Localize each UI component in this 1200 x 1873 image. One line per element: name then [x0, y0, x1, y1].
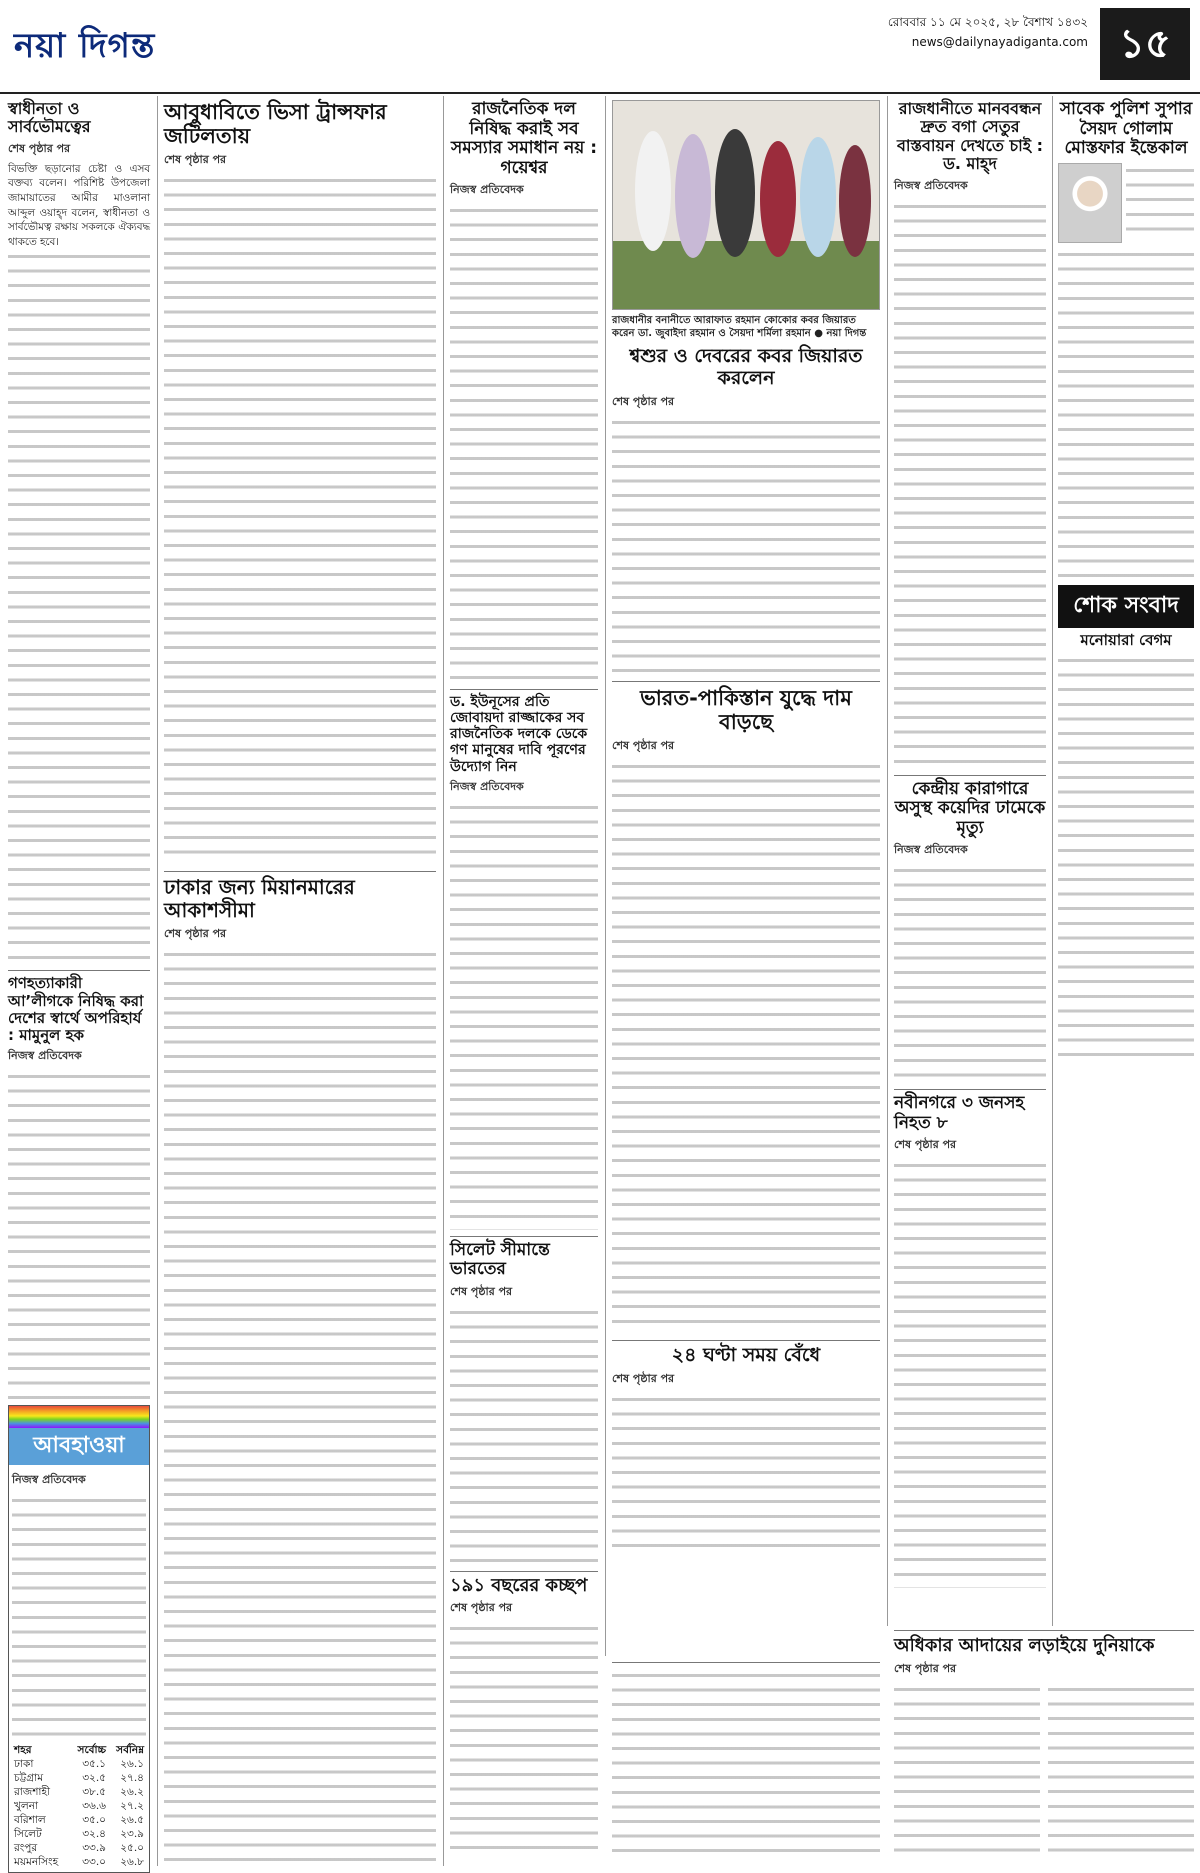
- table-row: [12, 1757, 146, 1771]
- obituary-name: মনোয়ারা বেগম: [1080, 630, 1172, 649]
- page-number: ১৫: [1100, 8, 1190, 80]
- portrait-photo: [1058, 163, 1122, 243]
- masthead: [0, 0, 1200, 94]
- headline: রাজনৈতিক দল নিষিদ্ধ করাই সব সমস্যার সমাধান নয় : গয়েশ্বর: [450, 99, 598, 178]
- min-cell: ২৬.১: [120, 1758, 144, 1771]
- headline: শ্বশুর ও দেবরের কবর জিয়ারত করলেন: [629, 345, 863, 389]
- kicker: নিজস্ব প্রতিবেদক: [894, 178, 968, 192]
- article-continuation: [612, 1668, 880, 1862]
- table-row: [12, 1841, 146, 1855]
- headline: ভারত-পাকিস্তান যুদ্ধে দাম বাড়ছে: [640, 685, 852, 734]
- headline: সিলেট সীমান্তে ভারতের: [450, 1239, 550, 1280]
- headline: কেন্দ্রীয় কারাগারে অসুস্থ কয়েদির ঢামেকে মৃত্যু: [894, 778, 1046, 838]
- weather-body: [12, 1493, 146, 1743]
- article: [612, 346, 880, 675]
- article: [612, 1340, 880, 1552]
- article: [1058, 163, 1194, 243]
- article: [450, 1236, 598, 1565]
- min-cell: ২৬.৫: [120, 1814, 144, 1827]
- temperature-table: [12, 1743, 146, 1869]
- headline: ১৯১ বছরের কচ্ছপ: [450, 1574, 588, 1596]
- headline: নবীনগরে ৩ জনসহ নিহত ৮: [894, 1093, 1025, 1133]
- column-header: সর্বনিম্ন: [116, 1744, 144, 1757]
- city-cell: চট্টগ্রাম: [14, 1772, 44, 1785]
- photo-caption: রাজধানীর বনানীতে আরাফাত রহমান কোকোর কবর জিয়ারত করেন ডা. জুবাইদা রহমান ও সৈয়দা শর্মিলা রহমান ● নয়া দিগন্ত: [612, 315, 867, 339]
- column-4: [612, 100, 880, 1660]
- article-body: [8, 249, 150, 964]
- article-body: [8, 1069, 150, 1399]
- article-body: [164, 947, 436, 1867]
- headline: স্বাধীনতা ও সার্বভৌমত্বের: [8, 99, 91, 137]
- kicker: শেষ পৃষ্ঠার পর: [8, 141, 71, 155]
- kicker: নিজস্ব প্রতিবেদক: [450, 779, 524, 793]
- city-cell: ময়মনসিংহ: [14, 1856, 59, 1869]
- city-cell: বরিশাল: [14, 1814, 46, 1827]
- headline: সাবেক পুলিশ সুপার সৈয়দ গোলাম মোস্তফার ইন্তেকাল: [1059, 99, 1193, 159]
- column-5: [894, 100, 1046, 1630]
- article: [894, 1636, 1194, 1862]
- column-header: শহর: [14, 1744, 32, 1757]
- column-divider: [443, 96, 444, 1866]
- table-row: [12, 1855, 146, 1869]
- dateline: [888, 12, 1088, 52]
- article-body: [612, 415, 880, 675]
- max-cell: ৩৬.৬: [82, 1800, 106, 1813]
- obituary-body: [1058, 653, 1194, 1063]
- min-cell: ২৬.৮: [120, 1856, 144, 1869]
- column-1: [8, 99, 150, 1869]
- article-body: [612, 1392, 880, 1552]
- section-divider: [612, 1662, 880, 1663]
- article-body: [894, 1682, 1040, 1862]
- kicker: নিজস্ব প্রতিবেদক: [450, 183, 524, 197]
- section-divider: [894, 1630, 1194, 1631]
- article: [450, 689, 598, 1229]
- headline: ২৪ ঘণ্টা সময় বেঁধে: [671, 1343, 821, 1366]
- article-body: [894, 1158, 1046, 1588]
- table-row: [12, 1785, 146, 1799]
- kicker: শেষ পৃষ্ঠার পর: [894, 1138, 957, 1152]
- article-body: [612, 759, 880, 1334]
- kicker: নিজস্ব প্রতিবেদক: [12, 1473, 86, 1487]
- rainbow-graphic: [9, 1406, 149, 1428]
- article-body: [612, 1668, 880, 1858]
- article: [612, 681, 880, 1334]
- weather-box: [8, 1405, 150, 1873]
- max-cell: ৩৫.০: [82, 1814, 106, 1827]
- headline: ঢাকার জন্য মিয়ানমারের আকাশসীমা: [164, 875, 355, 923]
- article-body: [894, 863, 1046, 1083]
- max-cell: ৩৩.৯: [82, 1842, 106, 1855]
- city-cell: ঢাকা: [14, 1758, 34, 1771]
- city-cell: রংপুর: [14, 1842, 38, 1855]
- min-cell: ২৭.২: [120, 1800, 144, 1813]
- issue-date: রোববার ১১ মে ২০২৫, ২৮ বৈশাখ ১৪৩২: [887, 15, 1088, 29]
- max-cell: ৩৩.০: [82, 1856, 106, 1869]
- kicker: নিজস্ব প্রতিবেদক: [8, 1049, 82, 1063]
- obituary-banner: শোক সংবাদ: [1058, 585, 1194, 628]
- column-divider: [1052, 96, 1053, 1626]
- column-divider: [157, 96, 158, 1866]
- newspaper-logo: নয়া দিগন্ত: [14, 26, 156, 66]
- weather-title: আবহাওয়া: [9, 1428, 149, 1465]
- article-body: [450, 203, 598, 683]
- article-body: [1048, 1682, 1194, 1862]
- min-cell: ২৬.২: [120, 1786, 144, 1799]
- article: [894, 1089, 1046, 1588]
- article-lead: বিভক্তি ছড়ানোর চেষ্টা ও এসব বক্তব্য বলেন। পরিশিষ্ট উপজেলা জামায়াতের আমীর মাওলানা আব্দুল ওয়াহ্‌দ বলেন, স্বাধীনতা ও সার্বভৌমত্ব রক্ষায় সকলকে ঐক্যবদ্ধ থাকতে হবে।: [8, 162, 150, 248]
- kicker: নিজস্ব প্রতিবেদক: [894, 843, 968, 857]
- news-photo: [612, 100, 880, 310]
- contact-email: news@dailynayadiganta.com: [911, 35, 1088, 49]
- column-6: [1058, 100, 1194, 1630]
- column-3: [450, 100, 598, 1860]
- max-cell: ৩৫.১: [82, 1758, 106, 1771]
- article-body: [450, 800, 598, 1230]
- column-divider: [605, 96, 606, 1656]
- city-cell: সিলেট: [14, 1828, 42, 1841]
- kicker: শেষ পৃষ্ঠার পর: [450, 1601, 513, 1615]
- table-row: [12, 1827, 146, 1841]
- article: [894, 775, 1046, 1084]
- table-row: [12, 1799, 146, 1813]
- article: [8, 970, 150, 1399]
- city-cell: খুলনা: [14, 1800, 39, 1813]
- kicker: শেষ পৃষ্ঠার পর: [894, 1661, 957, 1675]
- column-header: সর্বোচ্চ: [77, 1744, 106, 1757]
- article: [450, 1571, 598, 1852]
- kicker: শেষ পৃষ্ঠার পর: [612, 738, 675, 752]
- article-body: [164, 173, 436, 863]
- min-cell: ২৫.০: [120, 1842, 144, 1855]
- kicker: শেষ পৃষ্ঠার পর: [164, 927, 227, 941]
- max-cell: ৩২.৪: [82, 1828, 106, 1841]
- table-row: [12, 1813, 146, 1827]
- table-header: [12, 1743, 146, 1757]
- kicker: শেষ পৃষ্ঠার পর: [612, 1371, 675, 1385]
- table-row: [12, 1771, 146, 1785]
- column-2: [164, 100, 436, 1860]
- max-cell: ৩২.৫: [82, 1772, 106, 1785]
- article-body: [450, 1621, 598, 1851]
- kicker: শেষ পৃষ্ঠার পর: [450, 1284, 513, 1298]
- headline: ড. ইউনূসের প্রতি জোবায়দা রাজ্জাকের সব রাজনৈতিক দলকে ডেকে গণ মানুষের দাবি পূরণের উদ্যোগ নিন: [450, 694, 588, 775]
- article-body: [450, 1305, 598, 1565]
- headline: রাজধানীতে মানববন্ধন দ্রুত বগা সেতুর বাস্তবায়ন দেখতে চাই : ড. মাহ্‌দ: [896, 99, 1044, 174]
- article-body: [1126, 163, 1194, 241]
- city-cell: রাজশাহী: [14, 1786, 50, 1799]
- max-cell: ৩৮.৫: [82, 1786, 106, 1799]
- kicker: শেষ পৃষ্ঠার পর: [164, 153, 227, 167]
- article-body: [1058, 247, 1194, 577]
- article-body: [894, 199, 1046, 769]
- kicker: শেষ পৃষ্ঠার পর: [612, 394, 675, 408]
- headline: গণহত্যাকারী আ’লীগকে নিষিদ্ধ করা দেশের স্বার্থে অপরিহার্য : মামুনুল হক: [8, 974, 144, 1045]
- crowd-illustration: [613, 101, 879, 309]
- article: [164, 871, 436, 1867]
- headline: আবুধাবিতে ভিসা ট্রান্সফার জটিলতায়: [164, 100, 387, 149]
- column-divider: [887, 96, 888, 1626]
- min-cell: ২৭.৪: [120, 1772, 144, 1785]
- headline: অধিকার আদায়ের লড়াইয়ে দুনিয়াকে: [894, 1635, 1155, 1656]
- min-cell: ২৩.৯: [120, 1828, 144, 1841]
